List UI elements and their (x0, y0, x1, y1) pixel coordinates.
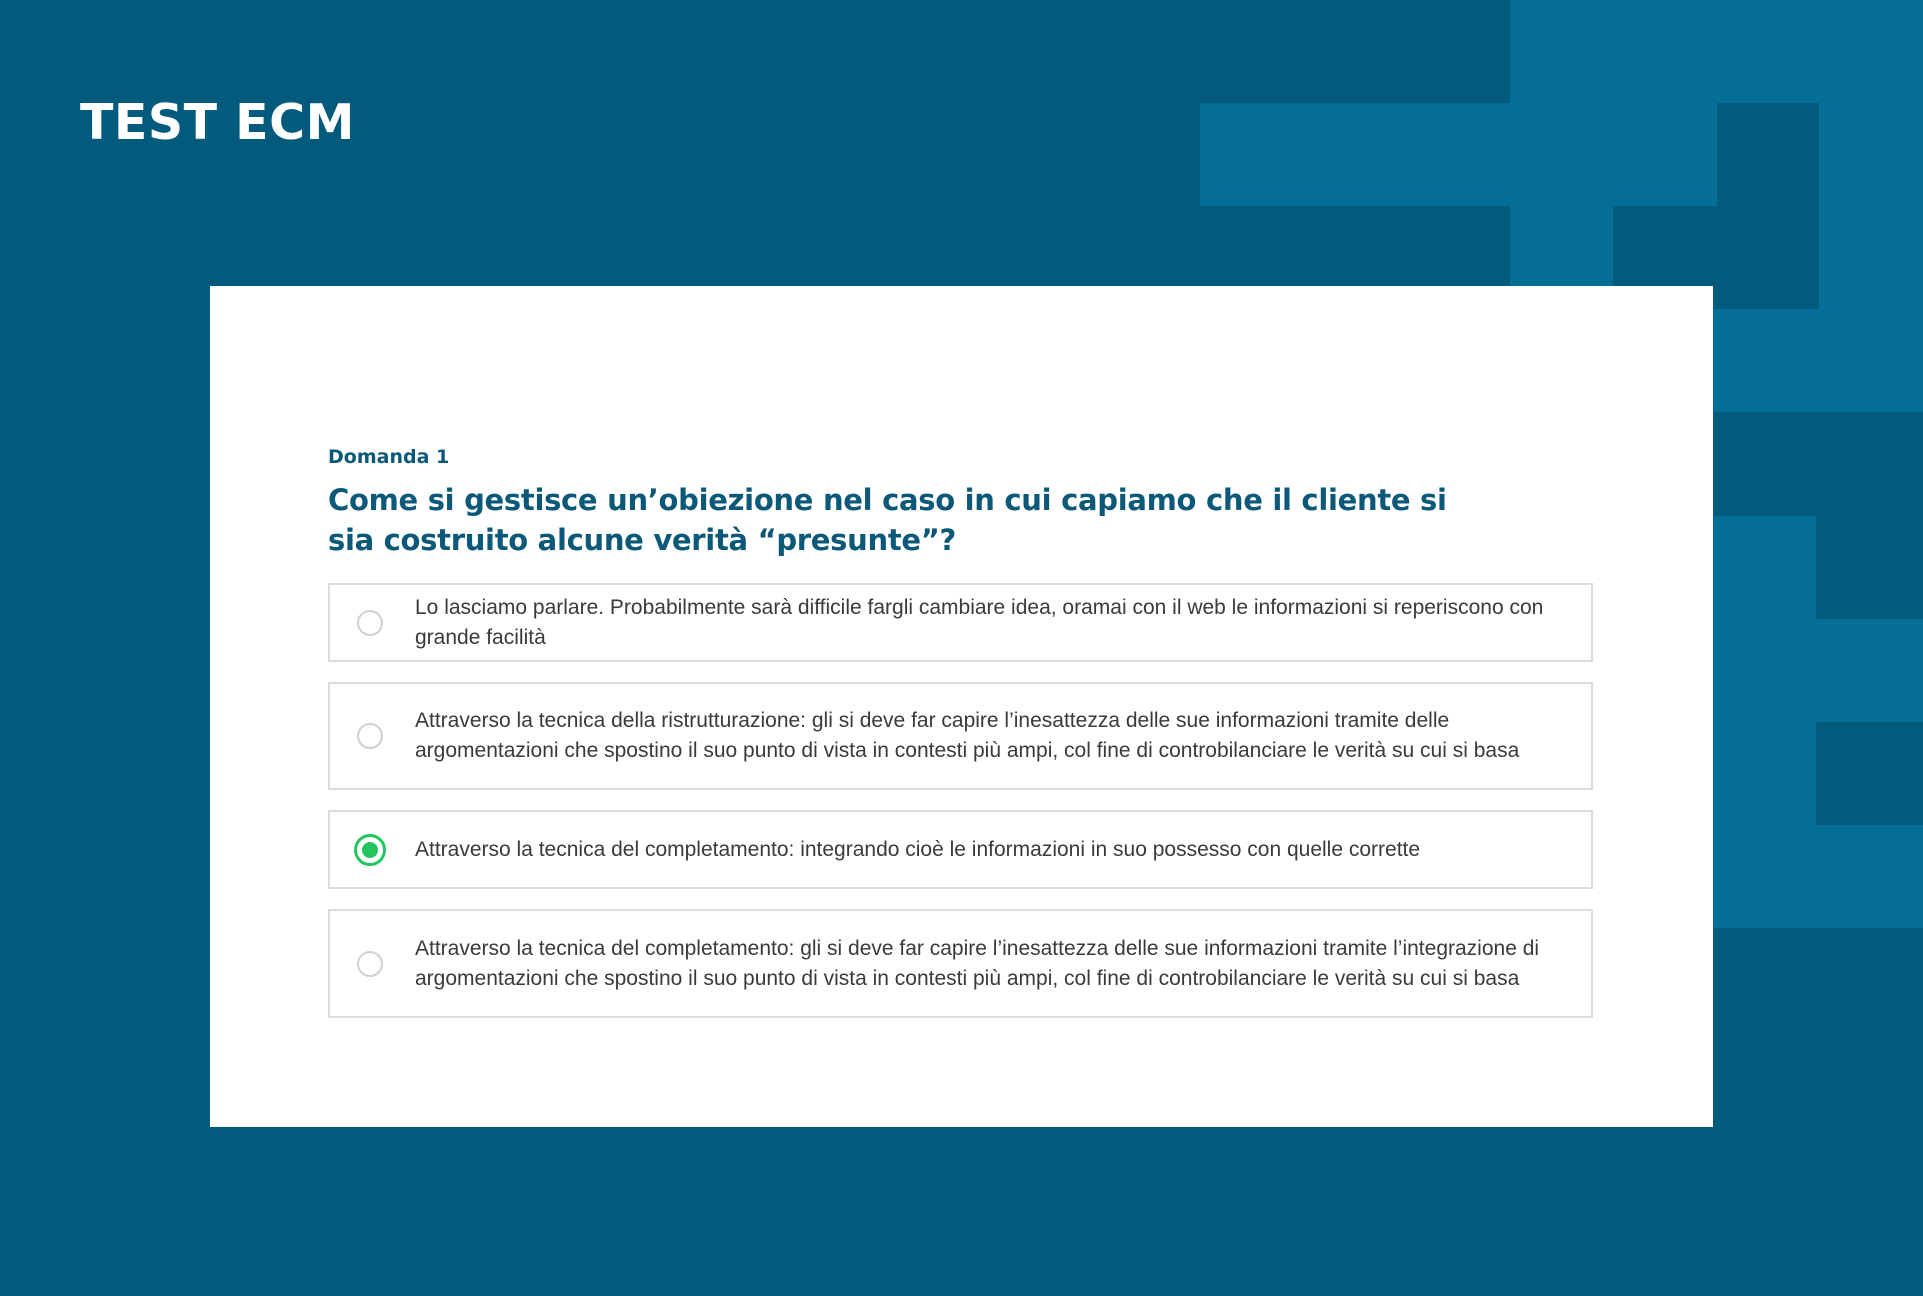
answer-option-2[interactable] (328, 682, 1593, 790)
radio-unselected-icon[interactable] (357, 610, 383, 636)
background-block-top (1510, 0, 1923, 103)
radio-selected-icon[interactable] (354, 834, 386, 866)
answer-options (328, 583, 1593, 1038)
background-notch-top (1717, 103, 1819, 206)
background-block-right-3 (1713, 516, 1816, 619)
answer-option-3[interactable] (328, 810, 1593, 889)
page-title: TEST ECM (80, 94, 355, 151)
quiz-card (210, 286, 1713, 1127)
answer-option-1[interactable] (328, 583, 1593, 662)
radio-unselected-icon[interactable] (357, 951, 383, 977)
answer-option-text: Attraverso la tecnica della ristrutturazione: gli si deve far capire l’inesattezza delle sue informazioni tramite delle argomentazioni che spostino il suo punto di vista in contesti più ampi, col fine di controbilanciare le verità su cui si basa (415, 709, 1520, 762)
question-text: Come si gestisce un’obiezione nel caso in cui capiamo che il cliente si sia costruito alcune verità “presunte”? (328, 483, 1447, 557)
background-block-right-2 (1713, 309, 1923, 412)
answer-option-text: Attraverso la tecnica del completamento: integrando cioè le informazioni in suo possesso con quelle corrette (415, 837, 1421, 861)
background-block-right-6 (1713, 825, 1923, 928)
background-block-right-5 (1713, 722, 1816, 825)
question-number: Domanda 1 (328, 446, 450, 468)
radio-unselected-icon[interactable] (357, 723, 383, 749)
answer-option-text: Attraverso la tecnica del completamento: gli si deve far capire l’inesattezza delle sue informazioni tramite l’integrazione di argomentazioni che spostino il suo punto di vista in contesti più ampi, col fine di controbilanciare le verità su cui si basa (415, 936, 1540, 990)
answer-option-4[interactable] (328, 909, 1593, 1018)
background-block-right-4 (1713, 619, 1923, 722)
answer-option-text: Lo lasciamo parlare. Probabilmente sarà difficile fargli cambiare idea, oramai con il web le informazioni si reperiscono con grande facilità (415, 595, 1544, 649)
background-block-column (1510, 206, 1613, 286)
background-block-right-1 (1819, 206, 1923, 309)
